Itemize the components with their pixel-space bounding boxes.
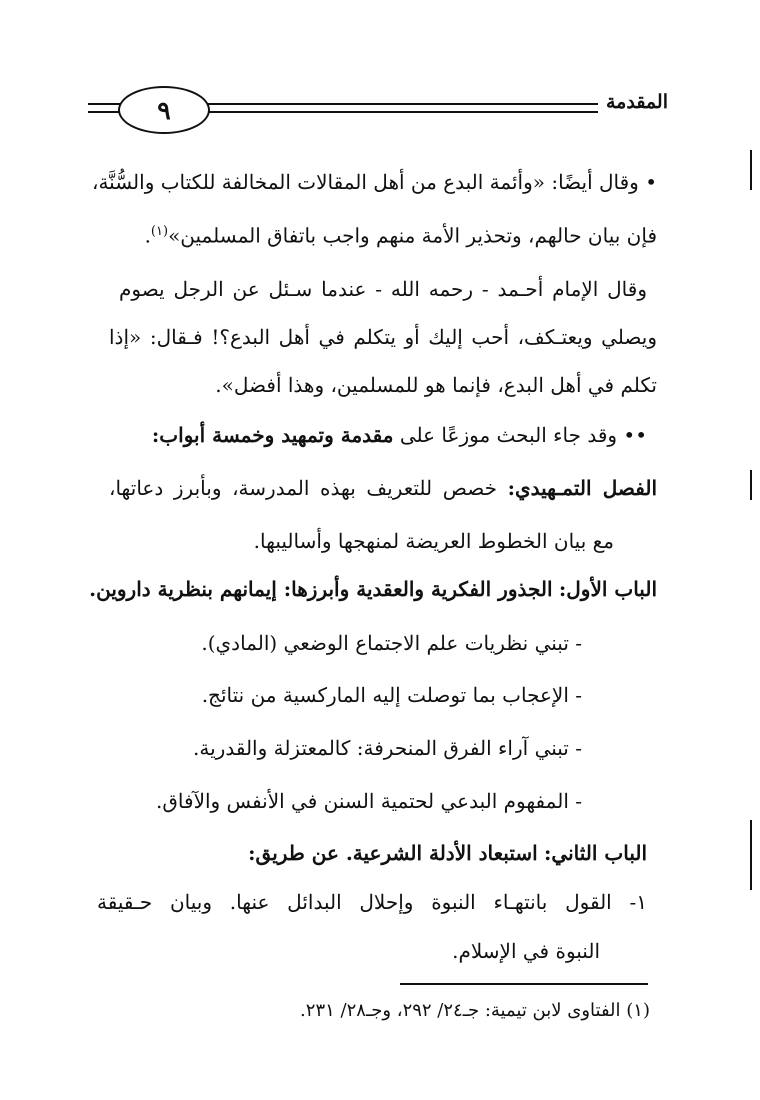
- running-title: المقدمة: [598, 91, 668, 113]
- bold-segment: مقدمة وتمهيد وخمسة أبواب:: [151, 423, 394, 447]
- text-segment: خصص للتعريف بهذه المدرسة، وبأبرز دعاتها،: [109, 476, 497, 500]
- text-line: ويصلي ويعتـكف، أحب إليك أو يتكلم في أهل البدع؟! فـقال: «إذا: [109, 325, 657, 349]
- text-line: [109, 473, 657, 503]
- scan-edge-mark: [750, 820, 752, 890]
- text-segment: فإن بيان حالهم، وتحذير الأمة منهم واجب باتفاق المسلمين»: [168, 223, 657, 248]
- list-item: - المفهوم البدعي لحتمية السنن في الأنفس والآفاق.: [156, 789, 582, 813]
- text-segment: .: [144, 223, 151, 248]
- footnote-ref: (١): [150, 224, 169, 239]
- section-label: الفصل التمـهيدي:: [507, 476, 657, 500]
- text-line: تكلم في أهل البدع، فإنما هو للمسلمين، وهذا أفضل».: [215, 373, 657, 397]
- page-number: ٩: [118, 86, 210, 134]
- text-line: النبوة في الإسلام.: [452, 939, 600, 963]
- footnote: (١) الفتاوى لابن تيمية: جـ٢٤/ ٢٩٢، وجـ٢٨/ ٢٣١.: [300, 1000, 650, 1021]
- footnote-rule: [400, 983, 648, 985]
- text-line: [248, 838, 647, 868]
- list-item: - الإعجاب بما توصلت إليه الماركسية من نتائج.: [201, 683, 582, 707]
- text-line: مع بيان الخطوط العريضة لمنهجها وأساليبها.: [253, 529, 614, 553]
- text-line: [152, 420, 647, 450]
- section-title: استبعاد الأدلة الشرعية. عن طريق:: [248, 841, 538, 865]
- list-item: - تبني آراء الفرق المنحرفة: كالمعتزلة والقدرية.: [193, 736, 582, 760]
- list-item: - تبني نظريات علم الاجتماع الوضعي (المادي).: [201, 631, 582, 655]
- text-line: • وقال أيضًا: «وأئمة البدع من أهل المقالات المخالفة للكتاب والسُّنَّة،: [91, 170, 657, 194]
- section-label: الباب الأول:: [558, 577, 657, 601]
- section-title: الجذور الفكرية والعقدية وأبرزها: إيمانهم بنظرية داروين.: [89, 577, 553, 601]
- text-line: [145, 217, 657, 251]
- text-line: ١- القول بانتهـاء النبوة وإحلال البدائل عنها. وبيان حـقيقة: [97, 890, 647, 914]
- text-line: [89, 574, 657, 604]
- text-segment: •• وقد جاء البحث موزعًا على: [399, 423, 647, 447]
- text-line: وقال الإمام أحـمد - رحمه الله - عندما سـئل عن الرجل يصوم: [119, 277, 647, 301]
- section-label: الباب الثاني:: [544, 841, 647, 865]
- scan-edge-mark: [750, 150, 752, 190]
- scan-edge-mark: [750, 470, 752, 500]
